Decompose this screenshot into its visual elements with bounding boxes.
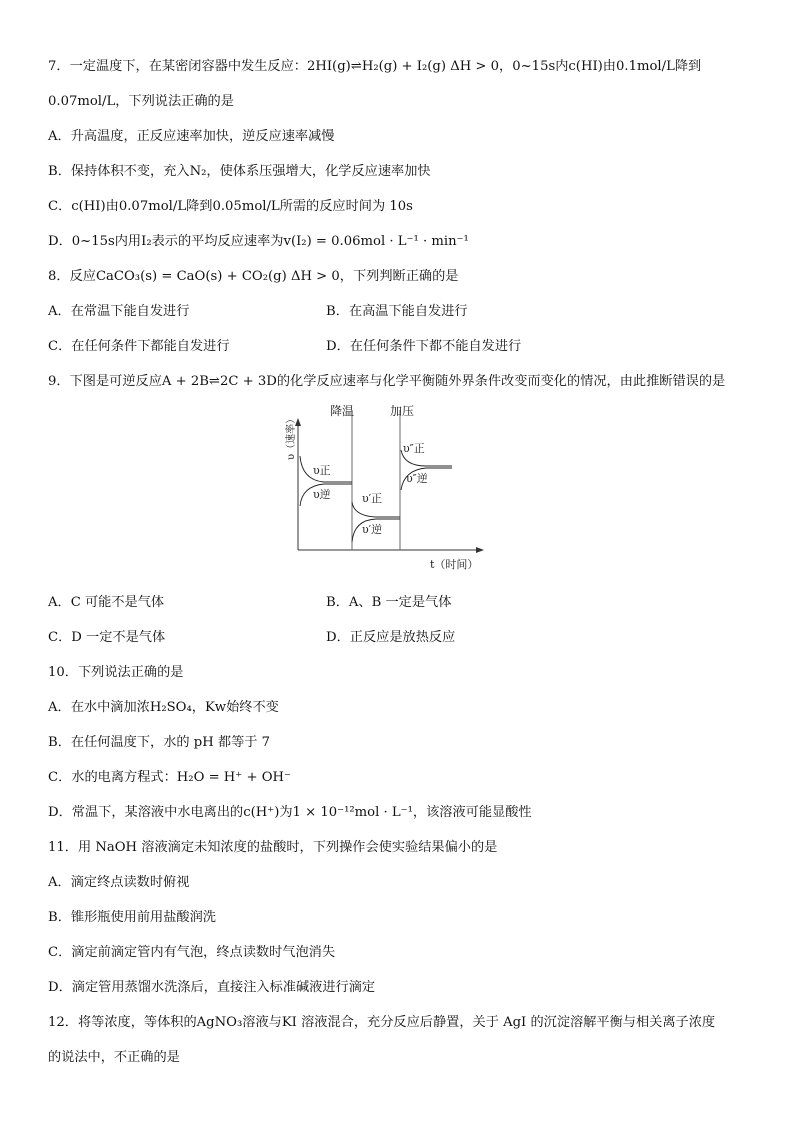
q7-option-a: A．升高温度，正反应速率加快，逆反应速率减慢: [48, 129, 335, 144]
label-v-forward: υ正: [313, 464, 331, 477]
q8-option-b: B．在高温下能自发进行: [326, 304, 468, 319]
q10-option-c: C．水的电离方程式：H₂O = H⁺ + OH⁻: [48, 770, 291, 785]
q7-stem-line2: 0.07mol/L，下列说法正确的是: [48, 94, 234, 109]
q9-option-b: B．A、B 一定是气体: [326, 595, 452, 610]
q10-option-a: A．在水中滴加浓H₂SO₄，Kw始终不变: [48, 700, 279, 715]
rate-time-diagram: [280, 402, 490, 578]
label-v2-reverse: υ″逆: [406, 472, 428, 485]
q8-option-d: D．在任何条件下都不能自发进行: [326, 339, 522, 354]
q9-option-a: A．C 可能不是气体: [48, 595, 165, 610]
label-v-reverse: υ逆: [313, 488, 331, 501]
q9-stem: 9．下图是可逆反应A + 2B⇌2C + 3D的化学反应速率与化学平衡随外界条件改变而变化的情况，由此推断错误的是: [48, 374, 726, 389]
label-v1-reverse: υ′逆: [362, 523, 383, 536]
q8-option-c: C．在任何条件下都能自发进行: [48, 339, 230, 354]
q9-option-d: D．正反应是放热反应: [326, 630, 456, 645]
q11-option-a: A．滴定终点读数时俯视: [48, 875, 190, 890]
label-v1-forward: υ′正: [362, 492, 383, 505]
q11-option-b: B．锥形瓶使用前用盐酸润洗: [48, 910, 216, 925]
q11-option-d: D．滴定管用蒸馏水洗涤后，直接注入标准碱液进行滴定: [48, 980, 376, 995]
q8-stem: 8．反应CaCO₃(s) = CaO(s) + CO₂(g) ΔH > 0，下列判断正确的是: [48, 269, 459, 284]
q7-stem-line1: 7．一定温度下，在某密闭容器中发生反应：2HI(g)⇌H₂(g) + I₂(g) ΔH > 0，0~15s内c(HI)由0.1mol/L降到: [48, 59, 702, 74]
q7-option-d: D．0~15s内用I₂表示的平均反应速率为v(I₂) = 0.06mol · L⁻¹ · min⁻¹: [48, 234, 469, 249]
q10-option-b: B．在任何温度下，水的 pH 都等于 7: [48, 735, 271, 750]
q9-option-c: C．D 一定不是气体: [48, 630, 166, 645]
q12-stem-line2: 的说法中，不正确的是: [48, 1050, 180, 1065]
q7-option-b: B．保持体积不变，充入N₂，使体系压强增大，化学反应速率加快: [48, 164, 431, 179]
q10-option-d: D．常温下，某溶液中水电离出的c(H⁺)为1 × 10⁻¹²mol · L⁻¹，该溶液可能显酸性: [48, 805, 532, 820]
q7-option-c: C．c(HI)由0.07mol/L降到0.05mol/L所需的反应时间为 10s: [48, 199, 413, 214]
q11-option-c: C．滴定前滴定管内有气泡，终点读数时气泡消失: [48, 945, 336, 960]
x-axis-label: t（时间）: [430, 558, 479, 571]
label-pressurize: 加压: [390, 404, 415, 418]
q11-stem: 11．用 NaOH 溶液滴定未知浓度的盐酸时，下列操作会使实验结果偏小的是: [48, 840, 498, 855]
label-cooling: 降温: [330, 404, 355, 418]
label-v2-forward: υ″正: [403, 442, 425, 455]
q8-option-a: A．在常温下能自发进行: [48, 304, 190, 319]
q10-stem: 10．下列说法正确的是: [48, 665, 184, 680]
y-axis-label: υ（速率）: [286, 413, 297, 460]
q12-stem-line1: 12．将等浓度，等体积的AgNO₃溶液与KI 溶液混合，充分反应后静置，关于 AgI 的沉淀溶解平衡与相关离子浓度: [48, 1015, 716, 1030]
